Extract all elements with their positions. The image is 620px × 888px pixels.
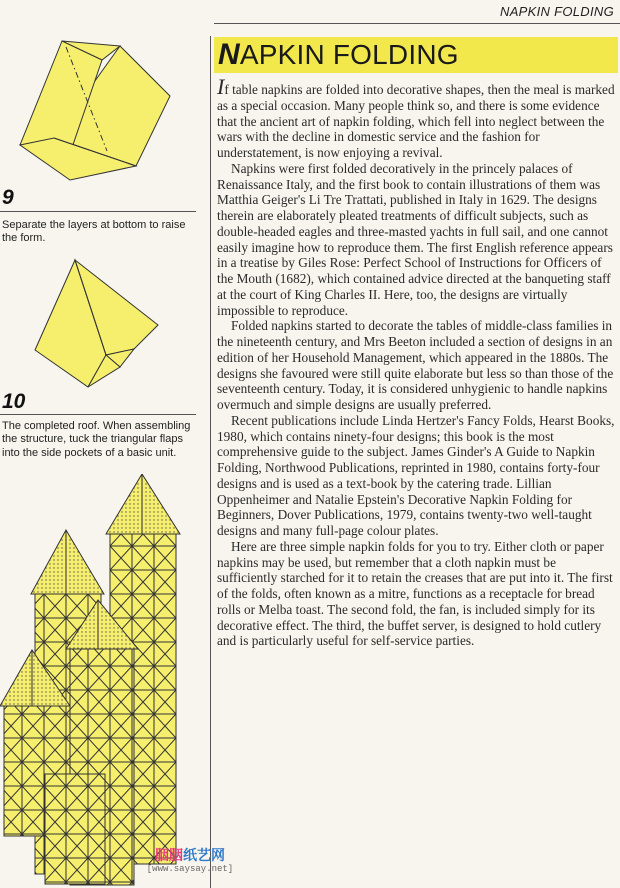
watermark-logo: [134, 845, 246, 865]
paragraph-1: [217, 74, 615, 161]
watermark-logo-b: 纸艺网: [183, 848, 225, 864]
step-rule-9: [0, 211, 196, 212]
fold-diagram-step-10: [30, 255, 170, 390]
paragraph-4: Recent publications include Linda Hertzer's Fancy Folds, Hearst Books, 1980, which contains ninety-four designs; this book is the most comprehensive guide to the subject. James Ginder's A Guide to Napkin Folding, Northwood Publications, reprinted in 1980, contains forty-four designs and is used as a text-book by the catering trade. Lillian Oppenheimer and Natalie Epstein's Decorative Napkin Folding for Beginners, Dover Publications, 1979, contains twenty-two well-taught designs and many full-page colour plates.: [217, 412, 615, 538]
paragraph-3: Folded napkins started to decorate the tables of middle-class families in the nineteenth century, and Mrs Beeton included a section of designs in an edition of her Household Management, which appeared in the 1880s. The designs she favoured were still quite elaborate but less so than those of the seventeenth century. Today, it is considered unhygienic to handle napkins overmuch and simple designs are usually preferred.: [217, 318, 614, 412]
paragraph-5: Here are three simple napkin folds for you to try. Either cloth or paper napkins may be used, but remember that a cloth napkin must be sufficiently starched for it to retain the creases that are put into it. The first of the folds, often known as a mitre, functions as a receptacle for bread rolls or Melba toast. The second fold, the fan, is included simply for its decorative effect. The third, the buffet server, is designed to hold cutlery and is particularly useful for self-service parties.: [217, 538, 613, 649]
paragraph-2: Napkins were first folded decoratively in the princely palaces of Renaissance Italy, and the first book to contain illustrations of them was Matthia Geiger's Li Tre Trattati, published in Italy in 1629. The designs therein are elaborately pleated treatments of difficult subjects, such as double-headed eagles and three-masted yachts in full sail, and one cannot easily imagine how to reproduce them. The first English reference appears in a treatise by Giles Rose: Perfect School of Instructions for Officers of the Mouth (1682), which contained advice directed at the banqueting staff at the court of King Charles II. Here, too, the designs are virtually impossible to reproduce.: [217, 160, 613, 318]
step-text-10: The completed roof. When assembling the structure, tuck the triangular flaps into the side pockets of a basic unit.: [2, 420, 191, 459]
watermark-url: [www.saysay.net]: [146, 864, 234, 874]
step-number-10: 10: [2, 390, 26, 413]
column-divider: [210, 36, 211, 888]
paragraph-1-text: f table napkins are folded into decorative shapes, then the meal is marked as a special occasion. Many people think so, and there is some evidence that the ancient art of napkin folding, which fell into neglect between the wars with the decline in domestic service and the fashion for understatement, is now enjoying a revival.: [217, 82, 615, 160]
article-body: [217, 74, 615, 649]
drop-cap: I: [217, 74, 225, 99]
header-rule: [214, 23, 620, 24]
step-number-9: 9: [2, 186, 14, 209]
title-initial: N: [218, 38, 240, 71]
page-header: [0, 0, 620, 26]
step-rule-10: [0, 414, 196, 415]
watermark: [134, 845, 246, 874]
fold-diagram-step-9: [10, 38, 200, 183]
step-text-9: Separate the layers at bottom to raise the form.: [2, 219, 186, 245]
page-title: [218, 38, 459, 72]
watermark-logo-a: 胭胭: [155, 848, 183, 864]
title-rest: APKIN FOLDING: [239, 39, 459, 70]
castle-illustration: [0, 474, 210, 888]
title-banner: [214, 37, 618, 73]
running-head: NAPKIN FOLDING: [500, 4, 614, 19]
